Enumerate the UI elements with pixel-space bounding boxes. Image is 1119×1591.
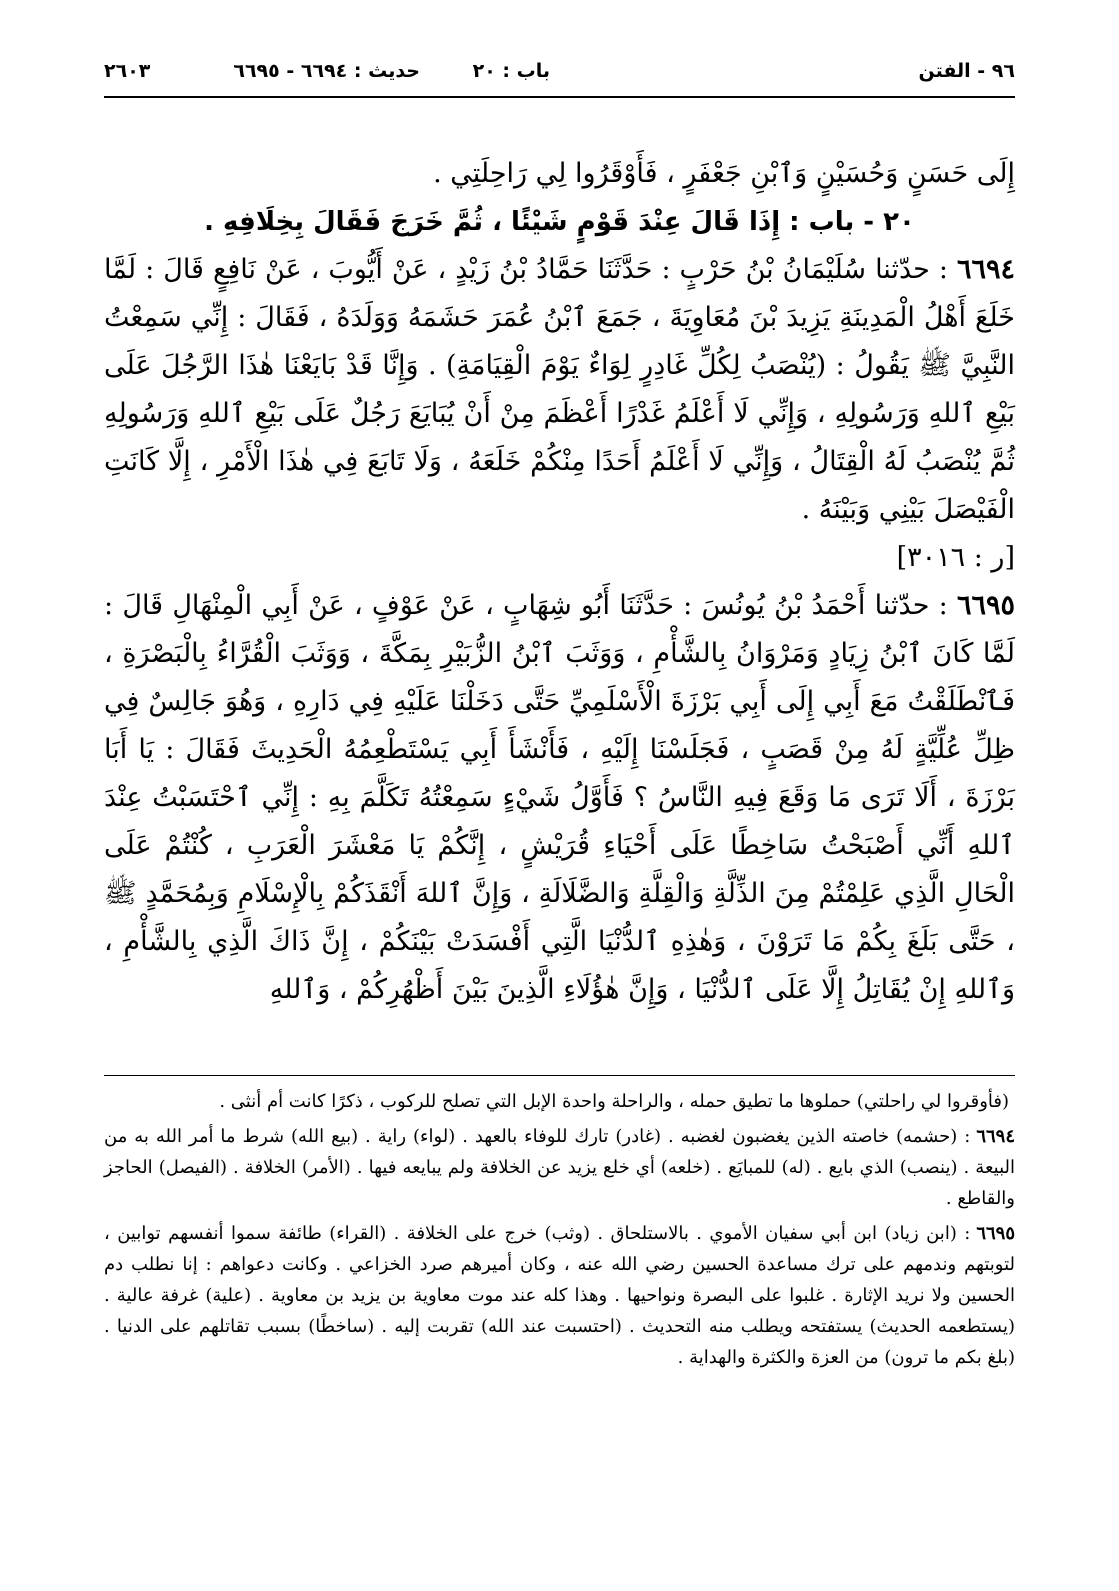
- continuation-line: إِلَى حَسَنٍ وَحُسَيْنٍ وَٱبْنِ جَعْفَرٍ ، فَأَوْقَرُوا لِي رَاحِلَتِي .: [433, 158, 1015, 189]
- hadith-6694: [104, 246, 1015, 534]
- footnotes: [104, 1075, 1015, 1377]
- footnote: ٦٦٩٥: (ابن زياد) ابن أبي سفيان الأموي . بالاستلحاق . (وثب) خرج على الخلافة . (القراء) طائفة سموا أنفسهم توابين ، لتوبتهم وندمهم على ترك مساعدة الحسين رضي الله عنه ، وكان أميرهم صرد الخزاعي . وكانت دعواهم : إنا نطلب دم الحسين ولا نريد الإثارة . غلبوا على البصرة ونواحيها . وهذا كله عند موت معاوية بن يزيد بن معاوية . (علية) غرفة عالية . (يستطعمه الحديث) يستفتحه ويطلب منه التحديث . (احتسبت عند الله) تقربت إليه . (ساخطًا) بسبب تقاتلهم على الدنيا . (بلغ بكم ما ترون) من العزة والكثرة والهداية .: [104, 1223, 1015, 1368]
- hadith-text: : حدّثنا سُلَيْمَانُ بْنُ حَرْبٍ : حَدَّثَنَا حَمَّادُ بْنُ زَيْدٍ ، عَنْ أَيُّوبَ ، عَنْ نَافِعٍ قَالَ : لَمَّا خَلَعَ أَهْلُ الْمَدِينَةِ يَزِيدَ بْنَ مُعَاوِيَةَ ، جَمَعَ ٱبْنُ عُمَرَ حَشَمَهُ وَوَلَدَهُ ، فَقَالَ : إِنِّي سَمِعْتُ النَّبِيَّ ﷺ يَقُولُ : (يُنْصَبُ لِكُلِّ غَادِرٍ لِوَاءٌ يَوْمَ الْقِيَامَةِ) . وَإِنَّا قَدْ بَايَعْنَا هٰذَا الرَّجُلَ عَلَى بَيْعِ ٱللهِ وَرَسُولِهِ ، وَإِنِّي لَا أَعْلَمُ غَدْرًا أَعْظَمَ مِنْ أَنْ يُبَايَعَ رَجُلٌ عَلَى بَيْعِ ٱللهِ وَرَسُولِهِ ثُمَّ يُنْصَبُ لَهُ الْقِتَالُ ، وَإِنِّي لَا أَعْلَمُ أَحَدًا مِنْكُمْ خَلَعَهُ ، وَلَا تَابَعَ فِي هٰذَا الْأَمْرِ ، إِلَّا كَانَتِ الْفَيْصَلَ بَيْنِي وَبَيْنَهُ .: [104, 254, 1015, 525]
- chapter-title: ٩٦ - الفتن: [918, 60, 1015, 82]
- main-text: [104, 150, 1015, 1014]
- hadith-number: ٦٦٩٥: [956, 590, 1015, 621]
- footnote: (فأوقروا لي راحلتي) حملوها ما تطيق حمله ، والراحلة واحدة الإبل التي تصلح للركوب ، ذكرًا كانت أم أنثى .: [219, 1091, 1009, 1112]
- bab-number: باب : ٢٠: [472, 60, 550, 82]
- hadith-range: حديث : ٦٦٩٤ - ٦٦٩٥: [233, 60, 420, 82]
- hadith-text: : حدّثنا أَحْمَدُ بْنُ يُونُسَ : حَدَّثَنَا أَبُو شِهَابٍ ، عَنْ عَوْفٍ ، عَنْ أَبِي الْمِنْهَالِ قَالَ : لَمَّا كَانَ ٱبْنُ زِيَادٍ وَمَرْوَانُ بِالشَّأْمِ ، وَوَثَبَ ٱبْنُ الزُّبَيْرِ بِمَكَّةَ ، وَوَثَبَ الْقُرَّاءُ بِالْبَصْرَةِ ، فَٱنْطَلَقْتُ مَعَ أَبِي إِلَى أَبِي بَرْزَةَ الْأَسْلَمِيِّ حَتَّى دَخَلْنَا عَلَيْهِ فِي دَارِهِ ، وَهُوَ جَالِسٌ فِي ظِلِّ عُلِّيَّةٍ لَهُ مِنْ قَصَبٍ ، فَجَلَسْنَا إِلَيْهِ ، فَأَنْشَأَ أَبِي يَسْتَطْعِمُهُ الْحَدِيثَ فَقَالَ : يَا أَبَا بَرْزَةَ ، أَلَا تَرَى مَا وَقَعَ فِيهِ النَّاسُ ؟ فَأَوَّلُ شَيْءٍ سَمِعْتُهُ تَكَلَّمَ بِهِ : إِنِّي ٱحْتَسَبْتُ عِنْدَ ٱللهِ أَنِّي أَصْبَحْتُ سَاخِطًا عَلَى أَحْيَاءِ قُرَيْشٍ ، إِنَّكُمْ يَا مَعْشَرَ الْعَرَبِ ، كُنْتُمْ عَلَى الْحَالِ الَّذِي عَلِمْتُمْ مِنَ الذِّلَّةِ وَالْقِلَّةِ وَالضَّلَالَةِ ، وَإِنَّ ٱللهَ أَنْقَذَكُمْ بِالْإِسْلَامِ وَبِمُحَمَّدٍ ﷺ ، حَتَّى بَلَغَ بِكُمْ مَا تَرَوْنَ ، وَهٰذِهِ ٱلدُّنْيَا الَّتِي أَفْسَدَتْ بَيْنَكُمْ ، إِنَّ ذَاكَ الَّذِي بِالشَّأْمِ ، وَٱللهِ إِنْ يُقَاتِلُ إِلَّا عَلَى ٱلدُّنْيَا ، وَإِنَّ هٰؤُلَاءِ الَّذِينَ بَيْنَ أَظْهُرِكُمْ ، وَٱللهِ: [104, 590, 1015, 1005]
- running-header: [104, 52, 1015, 98]
- cross-reference: [ر : ٣٠١٦]: [896, 542, 1015, 573]
- footnote: ٦٦٩٤: (حشمه) خاصته الذين يغضبون لغضبه . (غادر) تارك للوفاء بالعهد . (لواء) راية . (بيع الله) شرط ما أمر الله به من البيعة . (ينصب) الذي بايع . (له) للمبايَع . (خلعه) أي خلع يزيد عن الخلافة ولم يبايعه فيها . (الأمر) الخلافة . (الفيصل) الحاجز والقاطع .: [104, 1126, 1015, 1209]
- hadith-6695: [104, 582, 1015, 1014]
- hadith-number: ٦٦٩٤: [956, 254, 1015, 285]
- page-number: ٢٦٠٣: [104, 60, 151, 82]
- bab-heading: ٢٠ - باب : إِذَا قَالَ عِنْدَ قَوْمٍ شَيْئًا ، ثُمَّ خَرَجَ فَقَالَ بِخِلَافِهِ .: [204, 207, 915, 237]
